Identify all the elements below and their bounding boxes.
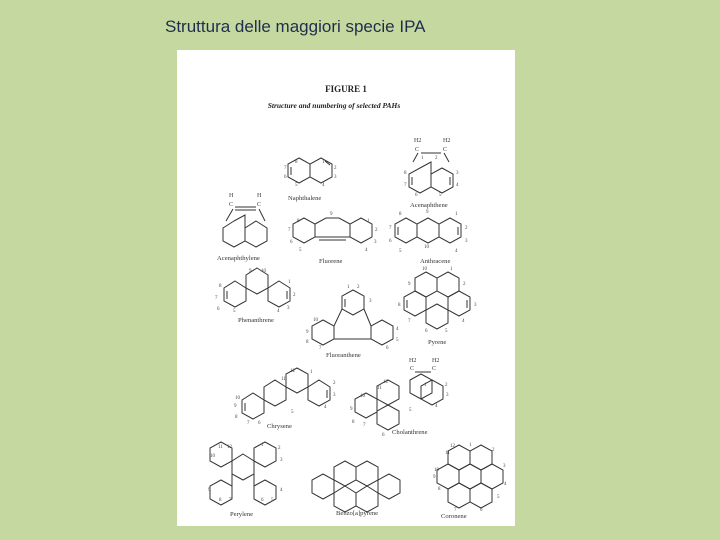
svg-text:7: 7 <box>408 319 411 324</box>
fluorene-label: Fluorene <box>319 258 343 265</box>
svg-text:12: 12 <box>383 380 388 385</box>
svg-text:H2: H2 <box>409 358 417 364</box>
svg-text:5: 5 <box>439 193 442 198</box>
svg-text:10: 10 <box>434 468 439 473</box>
svg-text:8: 8 <box>352 420 355 425</box>
svg-text:5: 5 <box>396 338 399 343</box>
svg-text:1: 1 <box>424 383 427 388</box>
svg-text:3: 3 <box>333 393 336 398</box>
svg-text:5: 5 <box>271 498 274 503</box>
svg-text:3: 3 <box>446 393 449 398</box>
svg-text:5: 5 <box>497 495 500 500</box>
svg-text:8: 8 <box>297 219 300 224</box>
svg-text:8: 8 <box>235 415 238 420</box>
svg-text:2: 2 <box>445 383 448 388</box>
svg-text:H2: H2 <box>443 138 451 144</box>
chrysene-structure <box>234 368 336 430</box>
svg-text:3: 3 <box>374 240 377 245</box>
svg-text:2: 2 <box>465 226 468 231</box>
svg-text:3: 3 <box>280 458 283 463</box>
svg-text:6: 6 <box>217 307 220 312</box>
svg-text:8: 8 <box>219 284 222 289</box>
svg-text:1: 1 <box>288 280 291 285</box>
svg-text:9: 9 <box>249 269 252 274</box>
svg-text:1: 1 <box>261 443 264 448</box>
svg-text:7: 7 <box>389 226 392 231</box>
svg-text:3: 3 <box>287 306 290 311</box>
pah-structures-figure <box>177 50 515 526</box>
naphthalene-label: Naphthalene <box>288 195 322 202</box>
svg-text:9: 9 <box>350 407 353 412</box>
svg-text:12: 12 <box>290 369 295 374</box>
svg-text:9: 9 <box>208 488 211 493</box>
svg-text:7: 7 <box>215 296 218 301</box>
svg-text:C: C <box>415 147 420 153</box>
anthracene-structure <box>389 210 468 265</box>
svg-text:11: 11 <box>218 445 223 450</box>
cholanthrene-label: Cholanthrene <box>392 429 428 436</box>
svg-text:2: 2 <box>293 293 296 298</box>
svg-text:6: 6 <box>425 329 428 334</box>
svg-text:7: 7 <box>363 423 366 428</box>
acenaphthene-label: Acenaphthene <box>410 202 448 209</box>
svg-text:H2: H2 <box>432 358 440 364</box>
svg-text:2: 2 <box>334 166 337 171</box>
svg-text:2: 2 <box>333 381 336 386</box>
svg-text:8: 8 <box>404 171 407 176</box>
svg-text:4: 4 <box>462 319 465 324</box>
phenanthrene-label: Phenanthrene <box>238 317 274 324</box>
svg-text:10: 10 <box>360 394 365 399</box>
anthracene-label: Anthracene <box>420 258 451 265</box>
fluoranthene-structure <box>306 285 399 359</box>
svg-text:11: 11 <box>281 377 286 382</box>
svg-text:4: 4 <box>280 488 283 493</box>
svg-text:2: 2 <box>375 228 378 233</box>
svg-text:8: 8 <box>438 487 441 492</box>
svg-text:6: 6 <box>480 508 483 513</box>
svg-text:1: 1 <box>347 285 350 290</box>
svg-text:4: 4 <box>435 404 438 409</box>
svg-text:9: 9 <box>234 404 237 409</box>
cholanthrene-structure <box>350 358 449 438</box>
svg-text:5: 5 <box>295 183 298 188</box>
svg-text:7: 7 <box>404 183 407 188</box>
svg-text:3: 3 <box>369 299 372 304</box>
svg-text:9: 9 <box>426 210 429 215</box>
svg-text:6: 6 <box>382 433 385 438</box>
svg-text:4: 4 <box>324 405 327 410</box>
svg-text:C: C <box>443 147 448 153</box>
svg-text:2: 2 <box>492 448 495 453</box>
svg-text:10: 10 <box>424 245 429 250</box>
svg-text:8: 8 <box>295 160 298 165</box>
svg-text:5: 5 <box>445 329 448 334</box>
svg-text:8: 8 <box>398 303 401 308</box>
svg-text:5: 5 <box>299 248 302 253</box>
svg-text:7: 7 <box>229 498 232 503</box>
svg-text:11: 11 <box>377 386 382 391</box>
svg-text:9: 9 <box>433 475 436 480</box>
acenaphthylene-label: Acenaphthylene <box>217 255 260 262</box>
svg-text:1: 1 <box>322 160 325 165</box>
svg-text:5: 5 <box>399 249 402 254</box>
svg-text:1: 1 <box>421 156 424 161</box>
svg-text:12: 12 <box>450 444 455 449</box>
svg-text:10: 10 <box>210 454 215 459</box>
figure-image <box>177 50 515 526</box>
perylene-structure <box>208 442 283 518</box>
svg-text:2: 2 <box>463 282 466 287</box>
svg-text:1: 1 <box>450 267 453 272</box>
svg-text:7: 7 <box>288 228 291 233</box>
coronene-label: Coronene <box>441 513 467 520</box>
acenaphthylene-structure <box>217 193 267 262</box>
svg-text:H: H <box>229 193 234 199</box>
svg-text:6: 6 <box>258 421 261 426</box>
svg-text:4: 4 <box>396 327 399 332</box>
svg-text:2: 2 <box>278 446 281 451</box>
svg-text:C: C <box>257 202 262 208</box>
svg-text:4: 4 <box>504 482 507 487</box>
svg-text:10: 10 <box>313 318 318 323</box>
svg-text:1: 1 <box>310 370 313 375</box>
svg-text:4: 4 <box>455 249 458 254</box>
acenaphthene-structure <box>404 138 459 209</box>
figure-subheading: Structure and numbering of selected PAHs <box>267 101 401 110</box>
svg-text:6: 6 <box>284 175 287 180</box>
svg-text:1: 1 <box>469 443 472 448</box>
svg-text:12: 12 <box>227 445 232 450</box>
svg-text:7: 7 <box>319 346 322 351</box>
svg-text:5: 5 <box>291 410 294 415</box>
svg-text:2: 2 <box>435 156 438 161</box>
svg-text:9: 9 <box>408 282 411 287</box>
fluorene-structure <box>288 212 378 265</box>
svg-text:11: 11 <box>445 451 450 456</box>
svg-text:3: 3 <box>503 464 506 469</box>
svg-text:3: 3 <box>456 171 459 176</box>
svg-text:6: 6 <box>261 498 264 503</box>
svg-text:C: C <box>410 366 415 372</box>
svg-text:1: 1 <box>455 212 458 217</box>
svg-text:4: 4 <box>322 183 325 188</box>
svg-text:3: 3 <box>334 175 337 180</box>
svg-text:4: 4 <box>277 309 280 314</box>
svg-text:6: 6 <box>386 346 389 351</box>
svg-text:3: 3 <box>465 239 468 244</box>
svg-text:7: 7 <box>454 508 457 513</box>
naphthalene-structure <box>284 158 337 202</box>
svg-text:5: 5 <box>409 408 412 413</box>
svg-text:C: C <box>432 366 437 372</box>
svg-text:10: 10 <box>261 269 266 274</box>
fluoranthene-label: Fluoranthene <box>326 352 361 359</box>
svg-text:3: 3 <box>474 303 477 308</box>
coronene-structure <box>433 443 507 520</box>
figure-heading: FIGURE 1 <box>325 84 367 94</box>
svg-text:5: 5 <box>233 309 236 314</box>
svg-text:8: 8 <box>399 212 402 217</box>
svg-text:4: 4 <box>365 248 368 253</box>
pyrene-label: Pyrene <box>428 339 447 346</box>
svg-text:C: C <box>229 202 234 208</box>
svg-text:1: 1 <box>367 219 370 224</box>
svg-text:H: H <box>257 193 262 199</box>
chrysene-label: Chrysene <box>267 423 292 430</box>
svg-text:10: 10 <box>422 267 427 272</box>
svg-text:7: 7 <box>284 166 287 171</box>
svg-text:4: 4 <box>456 183 459 188</box>
svg-text:6: 6 <box>415 193 418 198</box>
svg-text:6: 6 <box>290 240 293 245</box>
perylene-label: Perylene <box>230 511 254 518</box>
svg-text:H2: H2 <box>414 138 422 144</box>
svg-text:9: 9 <box>306 330 309 335</box>
svg-text:8: 8 <box>219 498 222 503</box>
pyrene-structure <box>398 267 477 346</box>
svg-text:10: 10 <box>235 396 240 401</box>
phenanthrene-structure <box>215 268 296 324</box>
svg-text:2: 2 <box>357 285 360 290</box>
benzo-a-pyrene-structure <box>312 461 400 517</box>
svg-text:8: 8 <box>306 340 309 345</box>
benzo-a-pyrene-label: Benzo[a]pyrene <box>336 510 379 517</box>
svg-text:9: 9 <box>330 212 333 217</box>
svg-text:7: 7 <box>247 421 250 426</box>
svg-text:6: 6 <box>389 239 392 244</box>
slide-title: Struttura delle maggiori specie IPA <box>165 17 426 36</box>
